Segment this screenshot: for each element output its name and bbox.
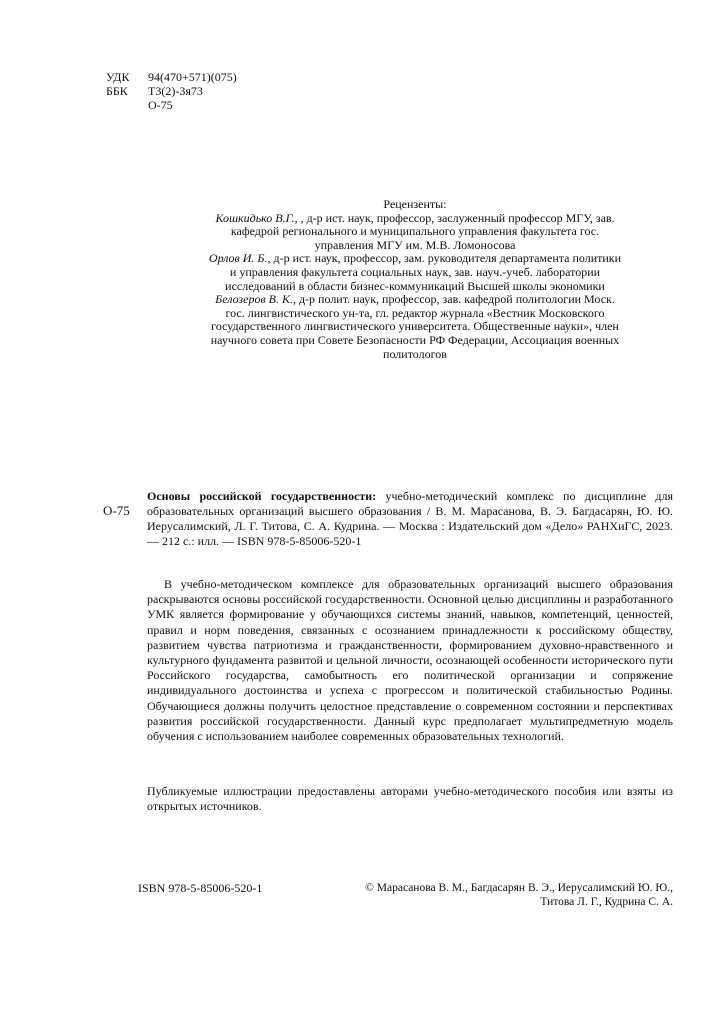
- reviewer-name: Орлов И. Б.,: [208, 251, 271, 266]
- udk-row: [106, 70, 237, 84]
- udk-label: УДК: [106, 70, 130, 84]
- udk-value: 94(470+571)(075): [148, 70, 237, 84]
- reviewer-details: д-р полит. наук, профессор, зав. кафедрой политологии Моск. гос. лингвистического ун-та, гл. редактор журнала «Вестник Московского государственного лингвистического университета. Общественные науки», член научного совета при Совете Безопасности РФ Федерации, Ассоциация военных политологов: [210, 292, 620, 361]
- reviewer-entry: [205, 252, 625, 293]
- reviewer-entry: [205, 212, 625, 253]
- illustrations-note: Публикуемые иллюстрации предоставлены авторами учебно-методического пособия или взяты из открытых источников.: [147, 784, 673, 813]
- bibliographic-description: учебно-методический комплекс по дисциплине для образовательных организаций высшего образования / В. М. Марасанова, В. Э. Багдасарян, Ю. Ю. Иерусалимский, Л. Г. Титова, С. А. Кудрина. — Москва : Издательский дом «Дело» РАНХиГС, 2023. — 212 с.: илл. — ISBN 978-5-85006-520-1: [147, 489, 673, 548]
- reviewer-name: Кошкидько В.Г.,: [215, 210, 298, 225]
- copyright-line: Титова Л. Г., Кудрина С. А.: [540, 896, 673, 908]
- reviewer-entry: [205, 293, 625, 361]
- copyright-line: © Марасанова В. М., Багдасарян В. Э., Иерусалимский Ю. Ю.,: [365, 882, 673, 894]
- bbk-label: ББК: [106, 84, 128, 98]
- reviewer-name: Белозеров В. К.,: [215, 292, 296, 307]
- copyright-block: [353, 881, 673, 909]
- classification-codes: [106, 70, 237, 112]
- catalog-card-code: О-75: [103, 503, 130, 518]
- annotation-paragraph: В учебно-методическом комплексе для образовательных организаций высшего образования раскрываются основы российской государственности. Основной целью дисциплины и разработанного УМК является формирование у обучающихся системы знаний, навыков, компетенций, ценностей, правил и норм поведения, связанных с осознанием принадлежности к российскому обществу, развитием чувства патриотизма и гражданственности, формированием духовно-нравственного и культурного фундамента развитой и цельной личности, осознающей особенности исторического пути Российского государства, самобытность его политической организации и сопряжение индивидуального достоинства и успеха с прогрессом и политической стабильностью Родины. Обучающиеся должны получить целостное представление о современном состоянии и перспективах развития российской государственности. Данный курс предполагает мультипредметную модель обучения с использованием наиболее современных образовательных технологий.: [147, 577, 673, 744]
- reviewers-heading: Рецензенты:: [383, 197, 447, 211]
- reviewer-details: , д-р ист. наук, профессор, заслуженный профессор МГУ, зав. кафедрой регионального и муниципального управления факультета гос. управления МГУ им. М.В. Ломоносова: [230, 210, 615, 252]
- reviewers-block: [205, 198, 625, 361]
- reviewer-details: д-р ист. наук, профессор, зам. руководителя департамента политики и управления факультета социальных наук, зав. науч.-учеб. лаборатории исследований в области бизнес-коммуникаций Высшей школы экономики: [225, 251, 622, 293]
- footer-isbn: ISBN 978-5-85006-520-1: [138, 881, 263, 895]
- bbk-value: Т3(2)-3я73: [148, 84, 203, 98]
- bbk-row: [106, 84, 237, 98]
- book-title: Основы российской государственности:: [147, 489, 377, 503]
- catalog-card-entry: [147, 489, 673, 549]
- author-mark: О-75: [148, 98, 173, 112]
